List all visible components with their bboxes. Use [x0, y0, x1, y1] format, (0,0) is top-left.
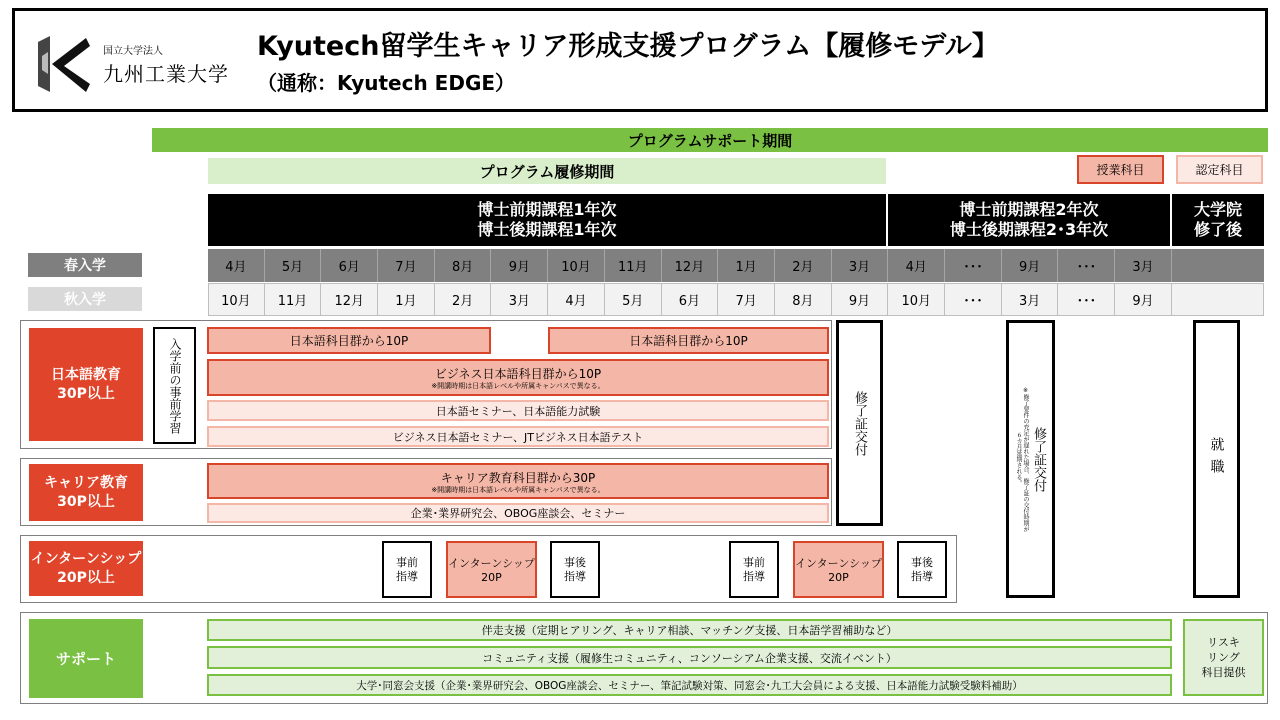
autumn-month-cell: 9月 — [1115, 283, 1172, 316]
business-jp-seminar: ビジネス日本語セミナー、JTビジネス日本語テスト — [207, 426, 829, 447]
spring-month-cell — [1172, 249, 1264, 282]
employment-box — [1193, 320, 1240, 598]
certificate-box-1 — [836, 320, 883, 526]
year2-header — [888, 194, 1170, 246]
autumn-month-cell: 6月 — [662, 283, 719, 316]
after-grad-line1: 大学院 — [1193, 200, 1242, 219]
career-group — [207, 463, 829, 499]
autumn-month-cell: 1月 — [378, 283, 435, 316]
spring-month-cell: 12月 — [662, 249, 719, 282]
spring-month-cell: 6月 — [321, 249, 378, 282]
internship-pre-guidance-1 — [382, 541, 432, 598]
career-group-note: ※開講時期は日本語レベルや所属キャンパスで異なる。 — [431, 485, 605, 494]
career-label-line2: 30P以上 — [57, 493, 115, 510]
employment-text: 就職 — [1208, 437, 1225, 481]
page-title: Kyutech留学生キャリア形成支援プログラム【履修モデル】 — [257, 31, 999, 62]
pre-guidance-line1: 事前 — [743, 555, 765, 569]
logo-small-text: 国立大学法人 — [103, 46, 163, 57]
after-grad-header — [1172, 194, 1264, 246]
pre-study-text: 入学前の事前学習 — [168, 337, 182, 434]
certificate-box-2-content — [1015, 384, 1046, 534]
year2-line2: 博士後期課程2･3年次 — [949, 220, 1109, 239]
pre-guidance-line2: 指導 — [396, 569, 418, 583]
internship-label-line1: インターンシップ — [30, 550, 142, 567]
reskilling-line3: 科目提供 — [1201, 666, 1246, 679]
certificate-text-2: 修了証交付 — [1031, 426, 1046, 492]
jp-group-1: 日本語科目群から10P — [207, 327, 491, 354]
spring-month-cell: 4月 — [888, 249, 945, 282]
reskilling-box — [1183, 619, 1264, 696]
autumn-month-cell: 8月 — [775, 283, 832, 316]
spring-month-cell: ･･･ — [945, 249, 1002, 282]
internship-post-guidance-1 — [550, 541, 600, 598]
year1-line1: 博士前期課程1年次 — [477, 200, 617, 219]
jp-group-2: 日本語科目群から10P — [548, 327, 829, 354]
legend-class: 授業科目 — [1077, 155, 1164, 184]
support-row-accompany: 伴走支援（定期ヒアリング、キャリア相談、マッチング支援、日本語学習補助など） — [207, 619, 1172, 641]
spring-month-cell: 10月 — [548, 249, 605, 282]
autumn-month-cell: 10月 — [888, 283, 945, 316]
spring-month-cell: 1月 — [718, 249, 775, 282]
reskilling-line1: リスキ — [1207, 636, 1240, 649]
support-row-community: コミュニティ支援（履修生コミュニティ、コンソーシアム企業支援、交流イベント） — [207, 646, 1172, 669]
internship-block-line1: インターンシップ — [448, 557, 535, 570]
autumn-entry-label: 秋入学 — [28, 287, 142, 311]
business-jp-group — [207, 359, 829, 396]
post-guidance-line2: 指導 — [911, 569, 933, 583]
spring-month-cell: 9月 — [492, 249, 549, 282]
reskilling-line2: リング — [1207, 651, 1240, 664]
after-grad-line2: 修了後 — [1193, 220, 1242, 239]
spring-month-cell: 2月 — [775, 249, 832, 282]
internship-label — [29, 541, 143, 596]
legend-certified: 認定科目 — [1176, 155, 1263, 184]
autumn-month-cell: 4月 — [548, 283, 605, 316]
spring-month-cell: 3月 — [1115, 249, 1172, 282]
autumn-month-cell: 7月 — [718, 283, 775, 316]
pre-guidance-line2: 指導 — [743, 569, 765, 583]
internship-block-line2: 20P — [481, 571, 502, 584]
jp-seminar: 日本語セミナー、日本語能力試験 — [207, 400, 829, 421]
autumn-month-cell: 3月 — [1002, 283, 1059, 316]
internship-block-line2: 20P — [828, 571, 849, 584]
support-row-alumni: 大学･同窓会支援（企業･業界研究会、OBOG座談会、セミナー、筆記試験対策、同窓会･九工大会員による支援、日本語能力試験受験料補助） — [207, 674, 1172, 696]
internship-label-line2: 20P以上 — [57, 569, 115, 586]
internship-block-line1: インターンシップ — [795, 557, 882, 570]
japanese-label-line2: 30P以上 — [57, 385, 115, 402]
autumn-month-cell: 3月 — [492, 283, 549, 316]
certificate-note-2: ※修了要件の充足が遅れた場合、修了証の交付時期が６カ月延期される。 — [1015, 386, 1029, 532]
spring-month-cell: 3月 — [832, 249, 889, 282]
japanese-label — [29, 328, 143, 441]
year2-line1: 博士前期課程2年次 — [959, 200, 1099, 219]
autumn-month-cell: 11月 — [265, 283, 322, 316]
internship-block-1 — [446, 541, 537, 598]
autumn-month-cell: 9月 — [832, 283, 889, 316]
internship-block-2 — [793, 541, 884, 598]
certificate-box-2 — [1006, 320, 1055, 598]
spring-month-cell: 4月 — [208, 249, 265, 282]
japanese-label-line1: 日本語教育 — [51, 366, 121, 383]
logo-university-name: 九州工業大学 — [103, 62, 229, 86]
career-events: 企業･業界研究会、OBOG座談会、セミナー — [207, 503, 829, 523]
autumn-month-cell: ･･･ — [1059, 283, 1116, 316]
year1-line2: 博士後期課程1年次 — [477, 220, 617, 239]
post-guidance-line2: 指導 — [564, 569, 586, 583]
career-label-line1: キャリア教育 — [44, 474, 128, 491]
autumn-month-cell: 12月 — [321, 283, 378, 316]
business-jp-note: ※開講時期は日本語レベルや所属キャンパスで異なる。 — [431, 382, 605, 390]
spring-month-cell: 8月 — [435, 249, 492, 282]
certificate-text-1: 修了証交付 — [852, 390, 867, 456]
spring-month-cell: 7月 — [378, 249, 435, 282]
spring-entry-label: 春入学 — [28, 253, 142, 277]
autumn-month-cell: 10月 — [208, 283, 265, 316]
internship-post-guidance-2 — [897, 541, 947, 598]
course-period-bar: プログラム履修期間 — [208, 158, 886, 184]
support-label: サポート — [29, 619, 143, 698]
spring-month-cell: 5月 — [265, 249, 322, 282]
spring-month-cell: 9月 — [1002, 249, 1059, 282]
pre-guidance-line1: 事前 — [396, 555, 418, 569]
university-logo-icon — [36, 34, 92, 94]
spring-month-cell: 11月 — [605, 249, 662, 282]
autumn-month-cell: ･･･ — [945, 283, 1002, 316]
page-subtitle: （通称：Kyutech EDGE） — [257, 71, 516, 95]
year1-header — [208, 194, 886, 246]
autumn-month-cell: 2月 — [435, 283, 492, 316]
career-group-text: キャリア教育科目群から30P — [440, 470, 596, 485]
autumn-month-cell — [1172, 283, 1264, 316]
career-label — [29, 464, 143, 521]
autumn-month-cell: 5月 — [605, 283, 662, 316]
support-period-bar: プログラムサポート期間 — [152, 128, 1268, 152]
business-jp-text: ビジネス日本語科目群から10P — [434, 367, 602, 381]
post-guidance-line1: 事後 — [564, 555, 586, 569]
spring-month-cell: ･･･ — [1059, 249, 1116, 282]
post-guidance-line1: 事後 — [911, 555, 933, 569]
internship-pre-guidance-2 — [729, 541, 779, 598]
pre-study-box — [153, 327, 196, 444]
